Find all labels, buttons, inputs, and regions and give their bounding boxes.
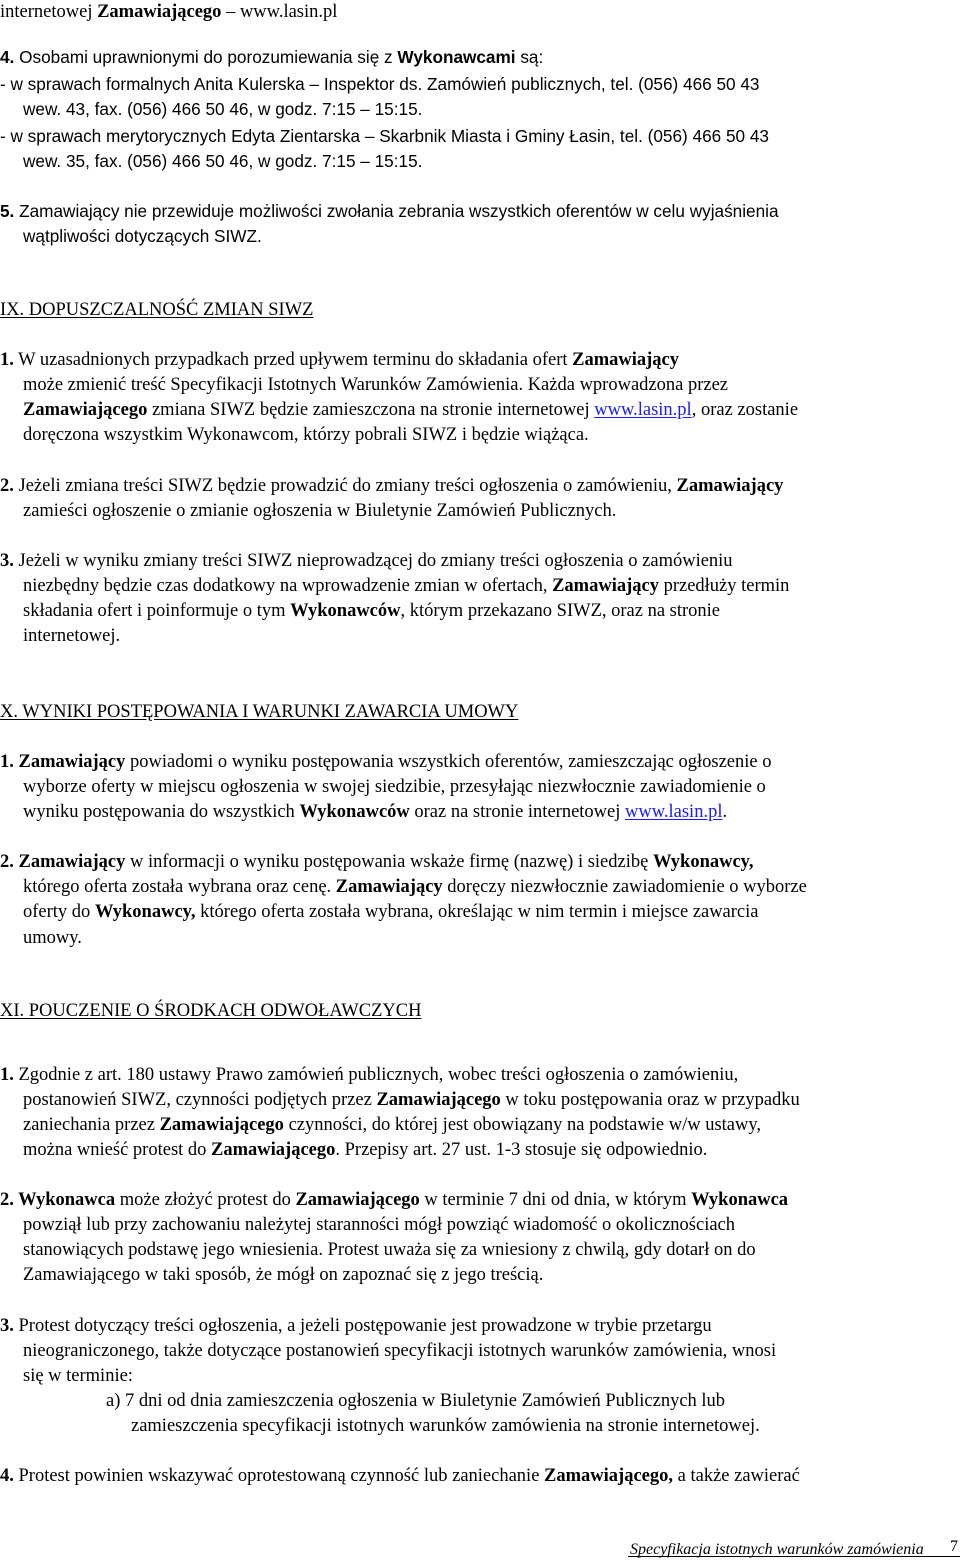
item-number: 1. [0, 752, 14, 772]
text: , oraz zostanie [691, 400, 799, 420]
paragraph-x2-line-1 [0, 853, 754, 872]
text: oferty do [23, 902, 95, 922]
paragraph-xi3-line-1 [0, 1317, 712, 1336]
bold-text: Zamawiający [676, 476, 784, 496]
item-number: 3. [0, 1316, 14, 1336]
text: powiadomi o wyniku postępowania wszystkich oferentów, zamieszczając ogłoszenie o [125, 752, 772, 772]
bold-text: Zamawiający [13, 752, 126, 772]
text: przedłuży termin [658, 576, 790, 596]
text: Protest dotyczący treści ogłoszenia, a jeżeli postępowanie jest prowadzone w trybie przetargu [13, 1316, 712, 1336]
paragraph-4-line-3: wew. 43, fax. (056) 466 50 46, w godz. 7:15 – 15:15. [23, 99, 423, 119]
text: zaniechania przez [23, 1115, 160, 1135]
text: niezbędny będzie czas dodatkowy na wprowadzenie zmian w ofertach, [23, 576, 553, 596]
paragraph-4-line-5: wew. 35, fax. (056) 466 50 46, w godz. 7:15 – 15:15. [23, 151, 423, 171]
paragraph-5-line-2: wątpliwości dotyczących SIWZ. [23, 226, 262, 246]
paragraph-x1-line-2: wyborze oferty w miejscu ogłoszenia w swojej siedzibie, przesyłając niezwłocznie zawiadomienie o [23, 777, 766, 797]
item-number: 2. [0, 852, 14, 872]
bold-text: Zamawiający [552, 576, 659, 596]
text: w toku postępowania oraz w przypadku [500, 1090, 800, 1110]
bold-text: Wykonawcami [397, 47, 516, 67]
item-number: 1. [0, 350, 14, 370]
page-number: 7 [950, 1538, 958, 1555]
website-link[interactable]: www.lasin.pl [625, 802, 723, 822]
paragraph-ix1-line-2: może zmienić treść Specyfikacji Istotnych Warunków Zamówienia. Każda wprowadzona przez [23, 375, 728, 395]
paragraph-xi1-line-1 [0, 1066, 738, 1085]
paragraph-ix1-line-4: doręczona wszystkim Wykonawcom, którzy pobrali SIWZ i będzie wiążąca. [23, 425, 589, 445]
text-line [0, 3, 337, 22]
paragraph-ix2-line-1 [0, 477, 783, 496]
bold-text: Zamawiającego, [544, 1466, 674, 1486]
text: Jeżeli zmiana treści SIWZ będzie prowadzić do zmiany treści ogłoszenia o zamówieniu, [13, 476, 677, 496]
paragraph-xi3-line-2: nieograniczonego, także dotyczące postanowień specyfikacji istotnych warunków zamówienia, wnosi [23, 1341, 777, 1361]
bold-text: Zamawiającego [295, 1190, 420, 1210]
item-number: 4. [0, 47, 15, 67]
item-number: 3. [0, 551, 14, 571]
text: Jeżeli w wyniku zmiany treści SIWZ nieprowadzącej do zmiany treści ogłoszenia o zamówieniu [13, 551, 733, 571]
paragraph-ix3-line-4: internetowej. [23, 626, 121, 646]
text: Osobami uprawnionymi do porozumiewania się z [14, 47, 398, 67]
item-number: 2. [0, 1190, 14, 1210]
paragraph-4-line-2: - w sprawach formalnych Anita Kulerska – Inspektor ds. Zamówień publicznych, tel. (056) 466 50 43 [0, 74, 760, 94]
bold-text: Wykonawcy, [94, 902, 196, 922]
bold-text: Wykonawcy, [652, 852, 754, 872]
paragraph-x2-line-2 [23, 878, 807, 897]
bold-text: Wykonawca [13, 1190, 116, 1210]
paragraph-xi1-line-3 [23, 1116, 761, 1135]
text: , którym przekazano SIWZ, oraz na stronie [400, 601, 721, 621]
item-number: 1. [0, 1065, 14, 1085]
text: wyniku postępowania do wszystkich [23, 802, 300, 822]
paragraph-xi2-line-2: powziął lub przy zachowaniu należytej staranności mógł powziąć wiadomość o okolicznościach [23, 1215, 736, 1235]
text: czynności, do której jest obowiązany na podstawie w/w ustawy, [283, 1115, 762, 1135]
paragraph-x2-line-4: umowy. [23, 928, 82, 948]
bold-text: Zamawiający [335, 877, 443, 897]
paragraph-xi1-line-2 [23, 1091, 800, 1110]
text: – www.lasin.pl [221, 2, 338, 22]
paragraph-ix1-line-1 [0, 351, 679, 370]
text: w terminie 7 dni od dnia, w którym [419, 1190, 692, 1210]
bold-text: Zamawiającego [159, 1115, 284, 1135]
section-heading-x: X. WYNIKI POSTĘPOWANIA I WARUNKI ZAWARCIA UMOWY [0, 702, 519, 722]
paragraph-xi3-line-5: zamieszczenia specyfikacji istotnych warunków zamówienia na stronie internetowej. [131, 1416, 760, 1436]
text: W uzasadnionych przypadkach przed upływem terminu do składania ofert [13, 350, 573, 370]
footer-title: Specyfikacja istotnych warunków zamówienia [630, 1541, 924, 1558]
text: Zamawiający nie przewiduje możliwości zwołania zebrania wszystkich oferentów w celu wyjaśnienia [14, 201, 779, 221]
text: . [722, 802, 728, 822]
text: w informacji o wyniku postępowania wskaże firmę (nazwę) i siedzibę [125, 852, 653, 872]
paragraph-xi2-line-4: Zamawiającego w taki sposób, że mógł on zapoznać się z jego treścią. [23, 1265, 544, 1285]
paragraph-4-line-1 [0, 49, 543, 66]
paragraph-xi2-line-1 [0, 1191, 788, 1210]
text: . Przepisy art. 27 ust. 1-3 stosuje się odpowiednio. [335, 1140, 708, 1160]
text: którego oferta została wybrana oraz cenę. [23, 877, 336, 897]
bold-text: Zamawiający [572, 350, 679, 370]
paragraph-5-line-1 [0, 203, 779, 220]
item-number: 5. [0, 201, 15, 221]
text: Protest powinien wskazywać oprotestowaną czynność lub zaniechanie [13, 1466, 545, 1486]
text: Zgodnie z art. 180 ustawy Prawo zamówień publicznych, wobec treści ogłoszenia o zamówieniu, [13, 1065, 739, 1085]
paragraph-ix2-line-2: zamieści ogłoszenie o zmianie ogłoszenia w Biuletynie Zamówień Publicznych. [23, 501, 617, 521]
paragraph-xi3-line-3: się w terminie: [23, 1366, 133, 1386]
text: a także zawierać [673, 1466, 800, 1486]
text: doręczy niezwłocznie zawiadomienie o wyborze [442, 877, 807, 897]
text: składania ofert i poinformuje o tym [23, 601, 291, 621]
bold-text: Zamawiający [13, 852, 126, 872]
paragraph-ix3-line-1 [0, 552, 733, 571]
paragraph-x1-line-3 [23, 803, 727, 822]
website-link[interactable]: www.lasin.pl [594, 400, 692, 420]
bold-text: Wykonawca [691, 1190, 789, 1210]
paragraph-ix3-line-3 [23, 602, 720, 621]
bold-text: Wykonawców [290, 601, 401, 621]
paragraph-xi1-line-4 [23, 1141, 707, 1160]
text: zmiana SIWZ będzie zamieszczona na stronie internetowej [147, 400, 595, 420]
text: może złożyć protest do [115, 1190, 296, 1210]
bold-text: Zamawiającego [23, 400, 148, 420]
text: można wnieść protest do [23, 1140, 212, 1160]
bold-text: Zamawiającego [97, 2, 222, 22]
paragraph-ix1-line-3 [23, 401, 798, 420]
text: którego oferta została wybrana, określając w nim termin i miejsce zawarcia [195, 902, 759, 922]
text: postanowień SIWZ, czynności podjętych przez [23, 1090, 377, 1110]
bold-text: Wykonawców [299, 802, 410, 822]
bold-text: Zamawiającego [376, 1090, 501, 1110]
footer-divider [628, 1556, 960, 1557]
bold-text: Zamawiającego [211, 1140, 336, 1160]
paragraph-ix3-line-2 [23, 577, 789, 596]
section-heading-ix: IX. DOPUSZCZALNOŚĆ ZMIAN SIWZ [0, 300, 314, 320]
paragraph-xi4-line-1 [0, 1467, 800, 1486]
section-heading-xi: XI. POUCZENIE O ŚRODKACH ODWOŁAWCZYCH [0, 1001, 422, 1021]
text: oraz na stronie internetowej [409, 802, 625, 822]
paragraph-x1-line-1 [0, 753, 771, 772]
paragraph-xi2-line-3: stanowiących podstawę jego wniesienia. Protest uważa się za wniesiony z chwilą, gdy dotarł on do [23, 1240, 756, 1260]
text: internetowej [0, 2, 98, 22]
item-number: 2. [0, 476, 14, 496]
paragraph-4-line-4: - w sprawach merytorycznych Edyta Zientarska – Skarbnik Miasta i Gminy Łasin, tel. (056) 466 50 43 [0, 126, 769, 146]
paragraph-xi3-line-4: a) 7 dni od dnia zamieszczenia ogłoszenia w Biuletynie Zamówień Publicznych lub [106, 1391, 726, 1411]
item-number: 4. [0, 1466, 14, 1486]
paragraph-x2-line-3 [23, 903, 759, 922]
text: są: [515, 47, 544, 67]
